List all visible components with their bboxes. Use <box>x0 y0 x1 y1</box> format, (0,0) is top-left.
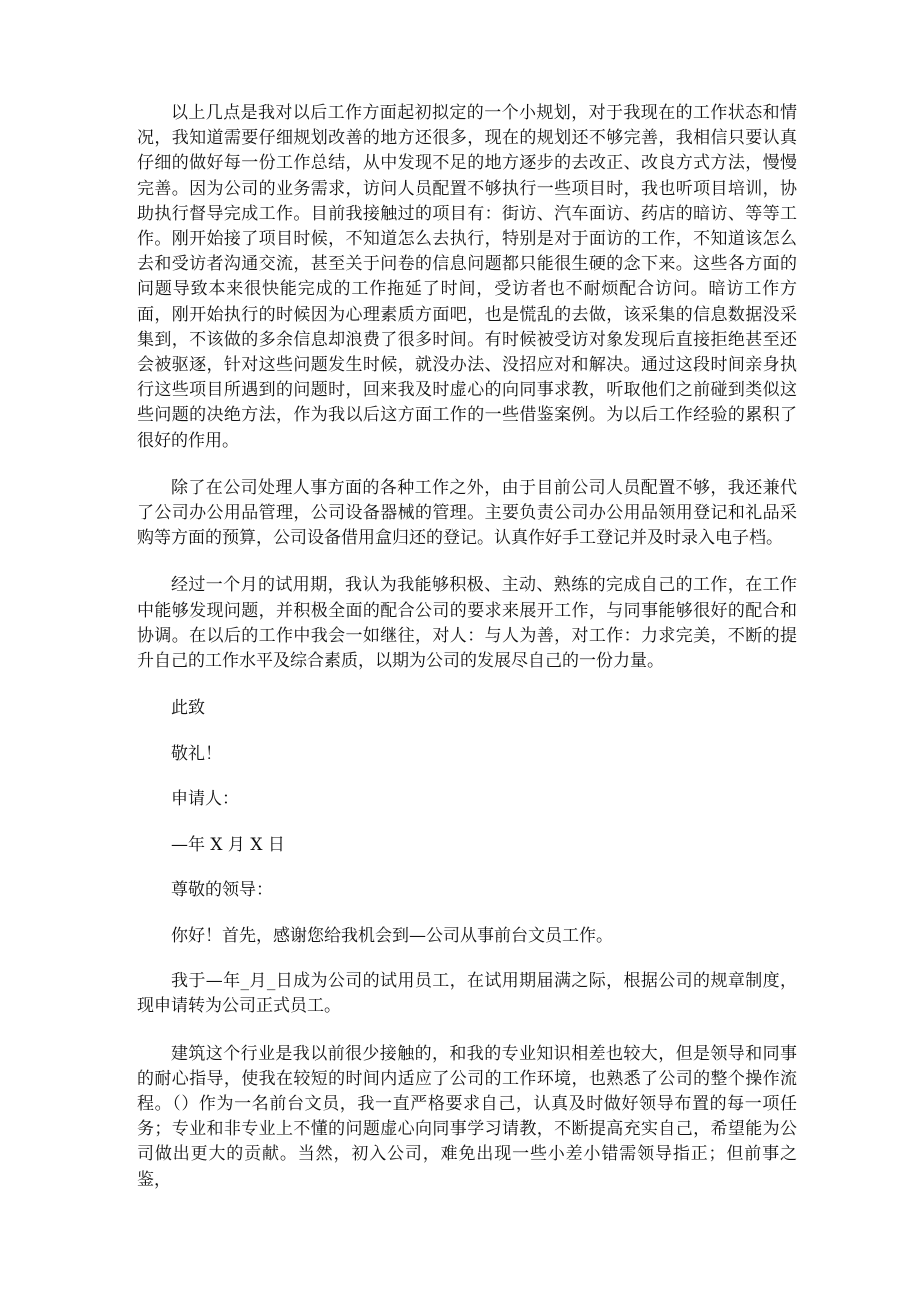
work-experience-paragraph: 建筑这个行业是我以前很少接触的，和我的专业知识相差也较大，但是领导和同事的耐心指导，使我在较短的时间内适应了公司的工作环境，也熟悉了公司的整个操作流程。（）作为一名前台文员，我一直严格要求自己，认真及时做好领导布置的每一项任务；专业和非专业上不懂的问题虚心向同事学习请教，不断提高充实自己，希望能为公司做出更大的贡献。当然，初入公司，难免出现一些小差小错需领导指正；但前事之鉴， <box>137 1043 797 1190</box>
document-page <box>137 101 797 1193</box>
work-plan-paragraph: 以上几点是我对以后工作方面起初拟定的一个小规划，对于我现在的工作状态和情况，我知道需要仔细规划改善的地方还很多，现在的规划还不够完善，我相信只要认真仔细的做好每一份工作总结，从中发现不足的地方逐步的去改正、改良方式方法，慢慢完善。因为公司的业务需求，访问人员配置不够执行一些项目时，我也听项目培训，协助执行督导完成工作。目前我接触过的项目有：街访、汽车面访、药店的暗访、等等工作。刚开始接了项目时候，不知道怎么去执行，特别是对于面访的工作，不知道该怎么去和受访者沟通交流，甚至关于问卷的信息问题都只能很生硬的念下来。这些各方面的问题导致本来很快能完成的工作拖延了时间，受访者也不耐烦配合访问。暗访工作方面，刚开始执行的时候因为心理素质方面吧，也是慌乱的去做，该采集的信息数据没采集到，不该做的多余信息却浪费了很多时间。有时候被受访对象发现后直接拒绝甚至还会被驱逐，针对这些问题发生时候，就没办法、没招应对和解决。通过这段时间亲身执行这些项目所遇到的问题时，回来我及时虚心的向同事求教，听取他们之前碰到类似这些问题的决绝方法，作为我以后这方面工作的一些借鉴案例。为以后工作经验的累积了很好的作用。 <box>137 103 797 451</box>
admin-duties-paragraph: 除了在公司处理人事方面的各种工作之外，由于目前公司人员配置不够，我还兼代了公司办公用品管理，公司设备器械的管理。主要负责公司办公用品领用登记和礼品采购等方面的预算，公司设备借用盒归还的登记。认真作好手工登记并及时录入电子档。 <box>137 477 797 549</box>
regularization-request-paragraph: 我于—年_月_日成为公司的试用员工，在试用期届满之际，根据公司的规章制度，现申请转为公司正式员工。 <box>137 971 797 1017</box>
probation-summary-paragraph: 经过一个月的试用期，我认为我能够积极、主动、熟练的完成自己的工作，在工作中能够发现问题，并积极全面的配合公司的要求来展开工作，与同事能够很好的配合和协调。在以后的工作中我会一如继往，对人：与人为善，对工作：力求完美，不断的提升自己的工作水平及综合素质，以期为公司的发展尽自己的一份力量。 <box>137 575 797 672</box>
date-line: —年 X 月 X 日 <box>171 834 285 855</box>
hello-text: 你好！首先，感谢您给我机会到—公司从事前台文员工作。 <box>171 925 613 946</box>
salute-text: 敬礼！ <box>171 743 222 764</box>
closing-text: 此致 <box>171 698 205 719</box>
applicant-label: 申请人： <box>171 789 239 810</box>
greeting-text: 尊敬的领导： <box>171 880 273 901</box>
